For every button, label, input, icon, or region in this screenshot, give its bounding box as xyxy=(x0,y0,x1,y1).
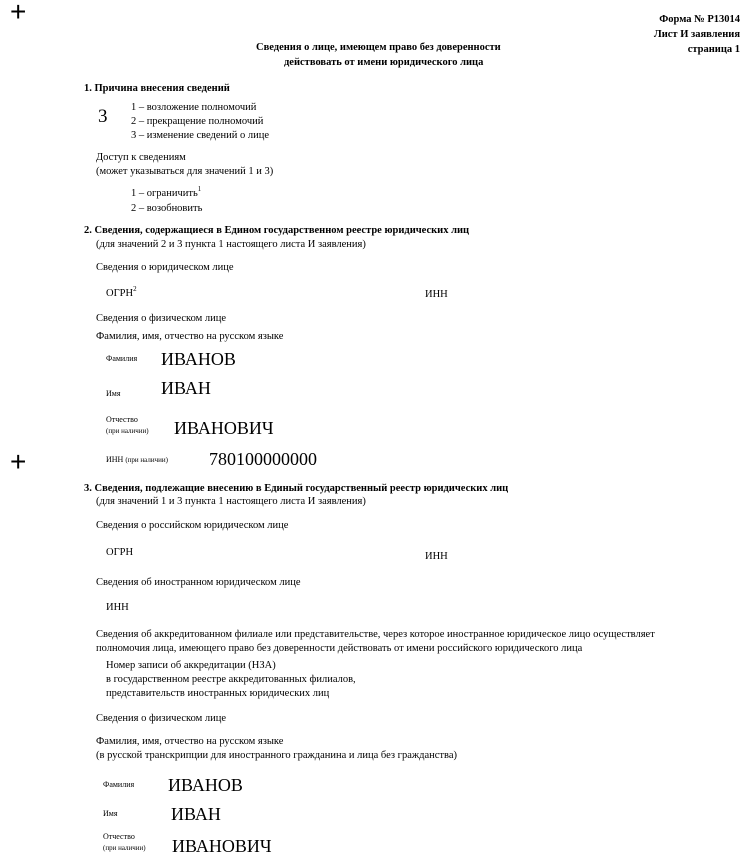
footnote-1-marker: 1 xyxy=(197,185,202,193)
branch-line-1: Сведения об аккредитованном филиале или представительстве, через которое иностранное юридическое лицо осуществляет xyxy=(96,629,655,640)
footnote-2-marker: 2 xyxy=(133,285,137,293)
fio3-note: (в русской транскрипции для иностранного гражданина и лица без гражданства) xyxy=(96,750,457,761)
sheet-label: Лист И заявления xyxy=(653,29,740,40)
person3-label: Сведения о физическом лице xyxy=(96,713,227,724)
inn-person-label-text: ИНН xyxy=(106,455,124,464)
fio-label: Фамилия, имя, отчество на русском языке xyxy=(96,331,284,342)
patronymic3-note: (при наличии) xyxy=(103,844,146,852)
page-label: страница 1 xyxy=(687,44,740,55)
foreign-inn-label: ИНН xyxy=(106,602,129,613)
access-option-1 xyxy=(131,185,202,200)
form-title-line1: Сведения о лице, имеющем право без доверенности xyxy=(256,42,501,53)
surname-value: ИВАНОВ xyxy=(161,349,236,369)
inn-person-note: (при наличии) xyxy=(125,456,168,464)
reason-option-1: 1 – возложение полномочий xyxy=(131,102,257,113)
form-title-line2: действовать от имени юридического лица xyxy=(284,57,484,68)
ogrn-label xyxy=(106,285,137,300)
name3-value: ИВАН xyxy=(171,804,221,824)
ru-inn-label: ИНН xyxy=(425,551,448,562)
inn-person-label xyxy=(106,456,168,464)
section3-title: 3. Сведения, подлежащие внесению в Единый государственный реестр юридических лиц xyxy=(84,483,509,494)
section1-title: 1. Причина внесения сведений xyxy=(84,83,230,94)
person-label: Сведения о физическом лице xyxy=(96,313,227,324)
inn-person-value: 780100000000 xyxy=(209,449,317,469)
reason-option-2: 2 – прекращение полномочий xyxy=(131,116,264,127)
patronymic-value: ИВАНОВИЧ xyxy=(174,418,274,438)
name-value: ИВАН xyxy=(161,378,211,398)
ogrn-label-text: ОГРН xyxy=(106,288,134,299)
fio3-label: Фамилия, имя, отчество на русском языке xyxy=(96,736,284,747)
registration-mark-middle: + xyxy=(10,446,27,477)
access-option-2: 2 – возобновить xyxy=(131,203,203,214)
nza-line-1: Номер записи об аккредитации (НЗА) xyxy=(106,660,276,671)
legal-entity-label: Сведения о юридическом лице xyxy=(96,262,234,273)
surname3-value: ИВАНОВ xyxy=(168,775,243,795)
nza-line-3: представительств иностранных юридических лиц xyxy=(106,688,330,699)
surname3-label: Фамилия xyxy=(103,780,135,789)
access-note: (может указываться для значений 1 и 3) xyxy=(96,166,274,177)
section2-title: 2. Сведения, содержащиеся в Едином государственном реестре юридических лиц xyxy=(84,225,470,236)
patronymic3-label: Отчество xyxy=(103,832,135,841)
section2-note: (для значений 2 и 3 пункта 1 настоящего листа И заявления) xyxy=(96,239,366,250)
patronymic3-value: ИВАНОВИЧ xyxy=(172,836,272,856)
branch-line-2: полномочия лица, имеющего право без доверенности действовать от имени российского юридического лица xyxy=(96,643,583,654)
ru-ogrn-label: ОГРН xyxy=(106,547,134,558)
name-label: Имя xyxy=(106,389,121,398)
access-option-1-text: 1 – ограничить xyxy=(131,188,198,199)
nza-line-2: в государственном реестре аккредитованных филиалов, xyxy=(106,674,356,685)
name3-label: Имя xyxy=(103,809,118,818)
surname-label: Фамилия xyxy=(106,354,138,363)
patronymic-label: Отчество xyxy=(106,415,138,424)
section3-note: (для значений 1 и 3 пункта 1 настоящего листа И заявления) xyxy=(96,496,366,507)
patronymic-note: (при наличии) xyxy=(106,427,149,435)
form-number: Форма № Р13014 xyxy=(659,14,740,25)
ru-entity-label: Сведения о российском юридическом лице xyxy=(96,520,289,531)
reason-option-3: 3 – изменение сведений о лице xyxy=(131,130,270,141)
inn-label: ИНН xyxy=(425,289,448,300)
foreign-entity-label: Сведения об иностранном юридическом лице xyxy=(96,577,301,588)
registration-mark-top: + xyxy=(10,0,27,27)
access-label: Доступ к сведениям xyxy=(96,152,186,163)
reason-value: 3 xyxy=(98,106,108,127)
